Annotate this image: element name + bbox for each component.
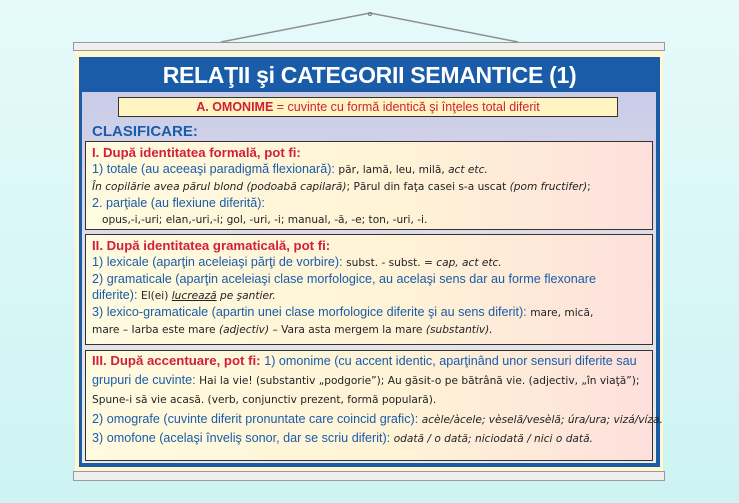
rule-text: 1) totale (au aceeaşi paradigmă flexionară): [92, 162, 339, 176]
text-line [92, 271, 646, 287]
section-heading: III. După accentuare, pot fi: [92, 353, 265, 368]
text-line [92, 410, 663, 430]
bottom-rod [73, 471, 665, 481]
example-text: opus,-i,-uri; elan,-uri,-i; gol, -uri, -i; manual, -ă, -e; ton, -uri, -i. [102, 214, 428, 226]
rule-text: 2) gramaticale (aparţin aceleiaşi clase morfologice, au acelaşi sens dar au forme flexonare [92, 272, 597, 286]
example-text: mare – Iarba este mare [92, 324, 219, 336]
rule-text: 1) omonime (cu accent identic, aparţinând unor sensuri diferite sau [264, 354, 637, 368]
example-text: lucrează [171, 290, 217, 302]
example-text: Hai la vie! (substantiv „podgorie”); Au găsit-o pe bătrână vie. (adjectiv, „în viaţă”); [199, 374, 640, 387]
section-heading: I. După identitatea formală, pot fi: [92, 145, 301, 160]
text-line [92, 145, 646, 161]
example-text: subst. - subst. = [346, 257, 437, 269]
text-line [92, 287, 646, 304]
poster-content [82, 92, 663, 463]
text-line [92, 238, 646, 254]
text-line [92, 195, 646, 211]
example-text: pe şantier. [216, 290, 276, 302]
text-line [92, 390, 646, 410]
rule-text: 3) omofone (acelaşi înveliş sonor, dar se scriu diferit): [92, 431, 394, 445]
text-line [92, 429, 646, 449]
text-line [92, 254, 646, 271]
text-line [92, 304, 646, 321]
text-line [92, 371, 646, 391]
example-text: – Vara asta mergem la mare [269, 324, 426, 336]
rule-text: 1) lexicale (aparţin aceleiaşi părţi de vorbire): [92, 255, 347, 269]
rule-text: 2) omografe (cuvinte diferit pronuntate care coincid grafic): [92, 411, 422, 426]
definition-text: = cuvinte cu formă identică şi înţeles total diferit [273, 100, 540, 114]
example-text: (pom fructifer) [509, 181, 588, 193]
example-text: În copilărie avea părul blond [92, 181, 247, 193]
example-text: ; Părul din faţa casei s-a uscat [346, 181, 510, 193]
rule-text: 2. parţiale (au flexiune diferită): [92, 196, 265, 210]
example-text: păr, lamă, leu, milă, [338, 164, 449, 176]
rule-text: 3) lexico-gramaticale (apartin unei clase morfologice diferite şi au sens diferit): [92, 305, 531, 319]
text-line [92, 321, 646, 338]
rule-text: grupuri de cuvinte: [92, 372, 200, 387]
example-text: (podoabă capilară) [246, 181, 347, 193]
definition-term: A. OMONIME [196, 100, 274, 114]
text-line [92, 352, 646, 371]
definition-box [118, 97, 618, 117]
example-text: (adjectiv) [218, 324, 270, 336]
section-formal-identity [85, 141, 653, 230]
poster-panel [79, 57, 663, 467]
text-line [92, 161, 646, 178]
top-rod [73, 42, 665, 51]
example-text: act etc. [448, 164, 488, 176]
example-text: cap, act etc. [436, 257, 502, 269]
text-line [92, 178, 646, 195]
example-text: mare, mică, [530, 307, 594, 319]
example-text: El(ei) [141, 290, 172, 302]
text-line [92, 211, 646, 228]
section-grammatical-identity [85, 234, 653, 345]
example-text: odată / o dată; niciodată / nici o dată. [393, 433, 593, 445]
example-text: ; [587, 181, 591, 193]
rule-text: diferite): [92, 288, 141, 302]
example-text: (substantiv). [425, 324, 493, 336]
classification-heading: CLASIFICARE: [92, 123, 198, 140]
page-title: RELAŢII şi CATEGORII SEMANTICE (1) [162, 62, 577, 88]
section-heading: II. După identitatea gramaticală, pot fi: [92, 238, 331, 253]
example-text: Spune-i să vie acasă. (verb, conjunctiv prezent, formă populară). [92, 394, 437, 406]
section-accentuation [85, 350, 663, 461]
example-text: acèle/àcele; vèselă/vesèlă; úra/ura; vizá/víza. [421, 413, 663, 426]
